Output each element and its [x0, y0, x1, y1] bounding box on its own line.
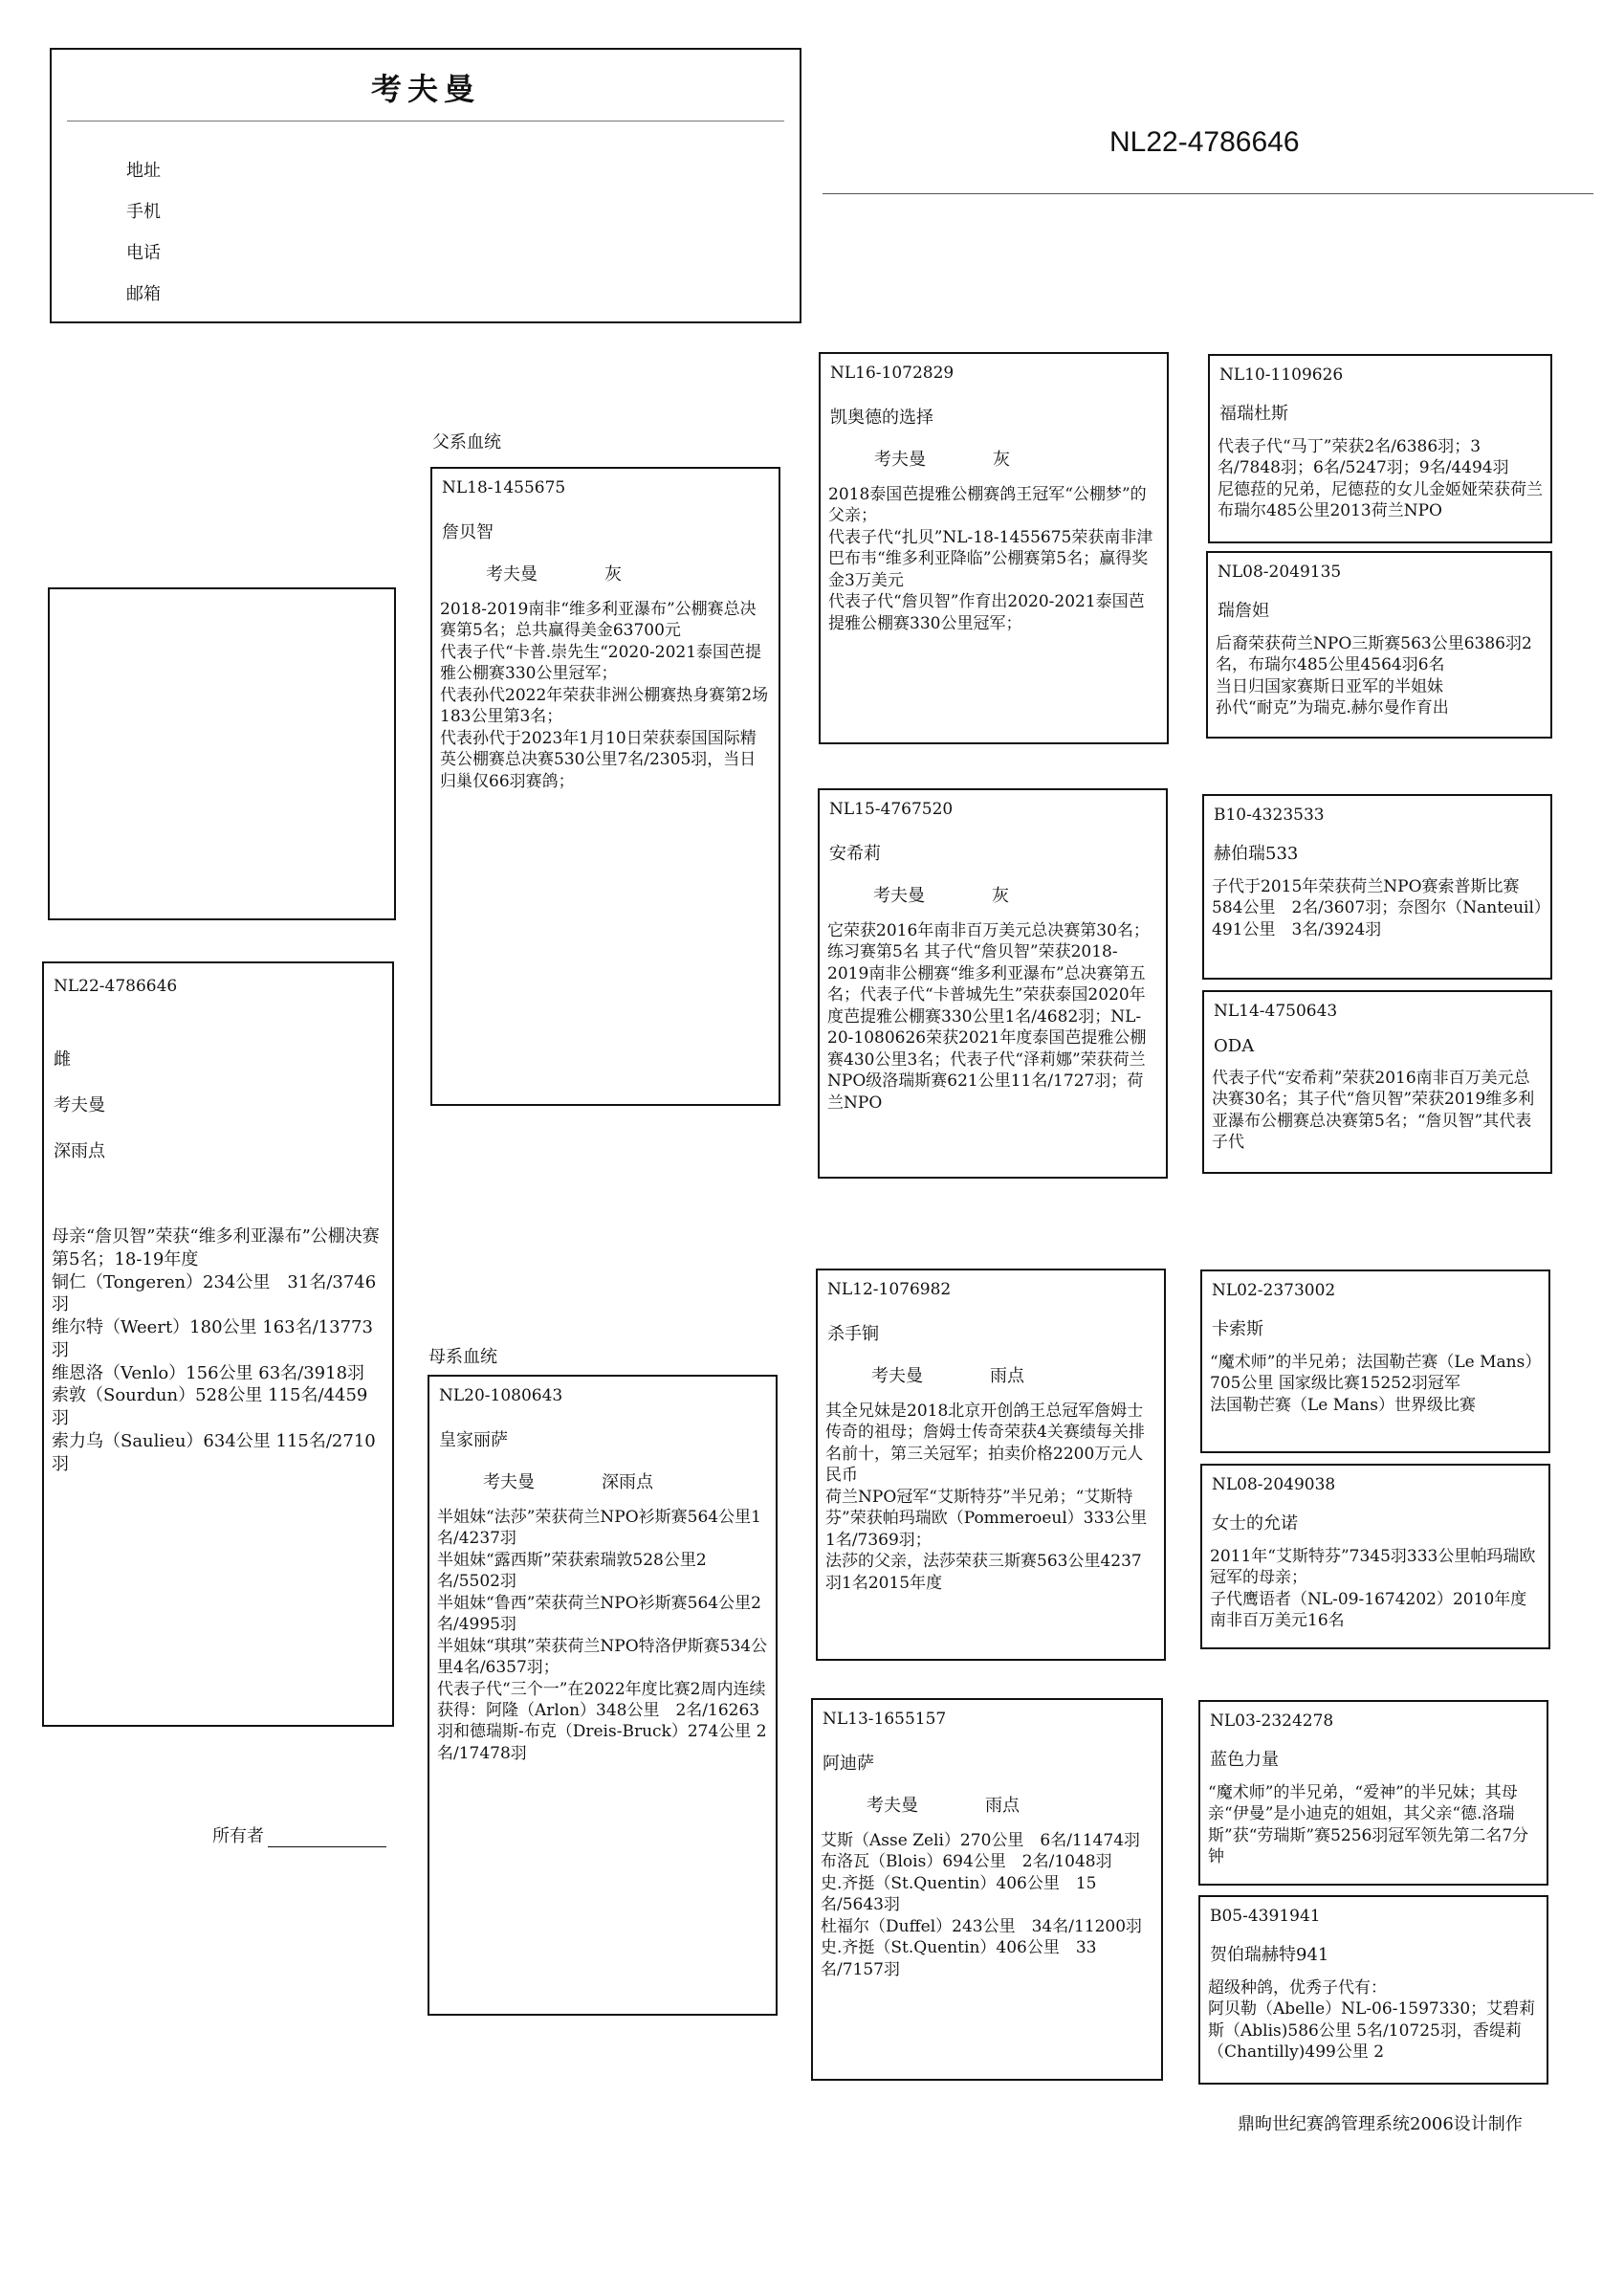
gg4-ring: NL14-4750643: [1214, 1002, 1338, 1021]
dam-sire-breeder: 考夫曼: [871, 1366, 923, 1386]
subject-ring: NL22-4786646: [54, 977, 178, 996]
dam-dam-ring: NL13-1655157: [823, 1710, 947, 1729]
gg3-card: [1202, 794, 1552, 980]
sire-name: 詹贝智: [442, 522, 494, 542]
subject-color: 深雨点: [54, 1141, 105, 1161]
gg2-ring: NL08-2049135: [1218, 563, 1342, 582]
subject-sex: 雌: [54, 1049, 71, 1070]
gg8-card: [1198, 1895, 1548, 2085]
sire-card: [430, 467, 780, 1106]
gg2-card: [1206, 551, 1552, 739]
gg8-ring: B05-4391941: [1210, 1907, 1321, 1926]
subject-breeder: 考夫曼: [54, 1095, 105, 1115]
dam-dam-notes: 艾斯（Asse Zeli）270公里 6名/11474羽 布洛瓦（Blois）694公里 2名/1048羽 史.齐挺（St.Quentin）406公里 15名/5643羽 杜福尔（Duffel）243公里 34名/11200羽 史.齐挺（St.Quentin）406公里 33名/7157羽: [821, 1831, 1143, 1979]
sire-line-label: 父系血统: [432, 432, 501, 453]
phone-label: 电话: [126, 243, 161, 263]
gg6-ring: NL08-2049038: [1212, 1475, 1336, 1494]
gg1-name: 福瑞杜斯: [1219, 404, 1288, 424]
gg4-name: ODA: [1214, 1036, 1255, 1056]
gg2-notes: 后裔荣获荷兰NPO三斯赛563公里6386羽2名，布瑞尔485公里4564羽6名 当日归国家赛斯日亚军的半姐妹 孙代“耐克”为瑞克.赫尔曼作育出: [1216, 634, 1532, 718]
sire-ring: NL18-1455675: [442, 478, 566, 497]
sire-meta: [486, 561, 779, 585]
dam-meta: [483, 1468, 776, 1493]
sire-notes: 2018-2019南非“维多利亚瀑布”公棚赛总决赛第5名；总共赢得美金63700元 代表子代“卡普.崇先生“2020-2021泰国芭提雅公棚赛330公里冠军； 代表孙代2022年荣获非洲公棚赛热身赛第2场183公里第3名； 代表孙代于2023年1月10日荣获泰国国际精英公棚赛总决赛530公里7名/2305羽，当日归巢仅66羽赛鸽；: [440, 600, 769, 791]
gg1-card: [1208, 354, 1552, 543]
sire-dam-card: [818, 788, 1168, 1179]
gg1-notes: 代表子代“马丁”荣获2名/6386羽；3名/7848羽；6名/5247羽；9名/4494羽 尼德菈的兄弟，尼德菈的女儿金姬娅荣获荷兰布瑞尔485公里2013荷兰NPO: [1218, 437, 1543, 521]
dam-line-label: 母系血统: [428, 1347, 497, 1367]
gg8-name: 贺伯瑞赫特941: [1210, 1945, 1329, 1965]
sire-dam-name: 安希莉: [829, 844, 881, 864]
header-box: [50, 48, 801, 323]
dam-dam-breeder: 考夫曼: [867, 1796, 918, 1816]
sire-sire-color: 灰: [993, 450, 1010, 470]
sire-sire-name: 凯奥德的选择: [830, 408, 933, 428]
owner-signature-blank: [268, 1826, 386, 1847]
sire-dam-meta: [873, 882, 1166, 907]
gg3-name: 赫伯瑞533: [1214, 844, 1299, 864]
sire-sire-ring: NL16-1072829: [830, 364, 955, 383]
gg1-ring: NL10-1109626: [1219, 365, 1344, 385]
sire-color: 灰: [604, 564, 622, 585]
sire-sire-breeder: 考夫曼: [874, 450, 926, 470]
sire-dam-color: 灰: [992, 886, 1009, 906]
dam-dam-meta: [867, 1792, 1161, 1817]
sire-sire-meta: [874, 446, 1167, 471]
owner-label: 所有者: [212, 1826, 264, 1846]
gg6-notes: 2011年“艾斯特芬”7345羽333公里帕玛瑞欧冠军的母亲； 子代鹰语者（NL-09-1674202）2010年度南非百万美元16名: [1210, 1547, 1536, 1631]
sire-dam-notes: 它荣获2016年南非百万美元总决赛第30名；练习赛第5名 其子代“詹贝智”荣获2018-2019南非公棚赛“维多利亚瀑布”总决赛第五名；代表子代“卡普城先生”荣获泰国2020年度芭提雅公棚赛330公里1名/4682羽；NL-20-1080626荣获2021年度泰国芭提雅公棚赛430公里3名；代表子代“泽莉娜”荣获荷兰NPO级洛瑞斯赛621公里11名/1727羽；荷兰NPO: [827, 921, 1150, 1113]
email-label: 邮箱: [126, 284, 161, 304]
gg2-name: 瑞詹妲: [1218, 601, 1269, 621]
subject-card: [42, 961, 394, 1727]
dam-ring: NL20-1080643: [439, 1386, 563, 1405]
sire-dam-ring: NL15-4767520: [829, 800, 954, 819]
owner-line: [212, 1822, 386, 1847]
gg6-card: [1200, 1464, 1550, 1649]
gg3-ring: B10-4323533: [1214, 806, 1325, 825]
gg7-ring: NL03-2324278: [1210, 1711, 1334, 1731]
dam-sire-color: 雨点: [990, 1366, 1024, 1386]
sire-sire-notes: 2018泰国芭提雅公棚赛鸽王冠军“公棚梦”的父亲； 代表子代“扎贝”NL-18-1455675荣获南非津巴布韦“维多利亚降临”公棚赛第5名；赢得奖金3万美元 代表子代“詹贝智”作育出2020-2021泰国芭提雅公棚赛330公里冠军；: [828, 485, 1153, 633]
dam-dam-card: [811, 1698, 1163, 2081]
gg8-notes: 超级种鸽，优秀子代有： 阿贝勒（Abelle）NL-06-1597330；艾碧莉斯（Ablis)586公里 5名/10725羽，香缇莉（Chantilly)499公里 2: [1208, 1978, 1536, 2063]
dam-breeder: 考夫曼: [483, 1472, 535, 1492]
photo-box: [48, 587, 396, 920]
dam-sire-name: 杀手锏: [827, 1324, 879, 1344]
gg7-name: 蓝色力量: [1210, 1750, 1279, 1770]
dam-notes: 半姐妹“法莎”荣获荷兰NPO衫斯赛564公里1名/4237羽 半姐妹“露西斯”荣获索瑞敦528公里2名/5502羽 半姐妹“鲁西”荣获荷兰NPO衫斯赛564公里2名/4995羽 半姐妹“琪琪”荣获荷兰NPO特洛伊斯赛534公里4名/6357羽； 代表子代“三个一”在2022年度比赛2周内连续获得：阿隆（Arlon）348公里 2名/16263羽和德瑞斯-布克（Dreis-Bruck）274公里 2名/17478羽: [437, 1508, 768, 1763]
gg5-card: [1200, 1269, 1550, 1453]
dam-sire-ring: NL12-1076982: [827, 1280, 952, 1299]
mobile-label: 手机: [126, 202, 161, 222]
sire-breeder: 考夫曼: [486, 564, 538, 585]
owner-name: 考夫曼: [370, 71, 480, 107]
sire-dam-breeder: 考夫曼: [873, 886, 925, 906]
gg6-name: 女士的允诺: [1212, 1513, 1298, 1534]
main-ring-rule: [823, 193, 1593, 194]
dam-sire-notes: 其全兄妹是2018北京开创鸽王总冠军詹姆士传奇的祖母；詹姆士传奇荣获4关赛绩每关排名前十，第三关冠军；拍卖价格2200万元人民币 荷兰NPO冠军“艾斯特芬”半兄弟；“艾斯特芬”荣获帕玛瑞欧（Pommeroeul）333公里 1名/7369羽； 法莎的父亲，法莎荣获三斯赛563公里4237羽1名2015年度: [825, 1402, 1148, 1593]
dam-sire-meta: [871, 1362, 1164, 1387]
gg5-name: 卡索斯: [1212, 1319, 1263, 1339]
gg7-notes: “魔术师”的半兄弟，“爱神”的半兄妹；其母亲“伊曼”是小迪克的姐姐，其父亲“德.洛瑞斯”获“劳瑞斯”赛5256羽冠军领先第二名7分钟: [1208, 1783, 1529, 1867]
dam-card: [428, 1375, 778, 2016]
dam-name: 皇家丽萨: [439, 1430, 508, 1450]
address-label: 地址: [126, 161, 161, 181]
main-ring-number: NL22-4786646: [1109, 126, 1300, 158]
dam-color: 深雨点: [602, 1472, 653, 1492]
dam-dam-color: 雨点: [985, 1796, 1020, 1816]
sire-sire-card: [819, 352, 1169, 744]
dam-sire-card: [816, 1269, 1166, 1661]
gg4-card: [1202, 990, 1552, 1174]
gg5-ring: NL02-2373002: [1212, 1281, 1336, 1300]
subject-notes: 母亲“詹贝智”荣获“维多利亚瀑布”公棚决赛第5名；18-19年度 铜仁（Tongeren）234公里 31名/3746羽 维尔特（Weert）180公里 163名/13773羽 维恩洛（Venlo）156公里 63名/3918羽 索敦（Sourdun）528公里 115名/4459羽 索力乌（Saulieu）634公里 115名/2710羽: [52, 1226, 380, 1474]
dam-dam-name: 阿迪萨: [823, 1754, 874, 1774]
gg5-notes: “魔术师”的半兄弟；法国勒芒赛（Le Mans）705公里 国家级比赛15252羽冠军 法国勒芒赛（Le Mans）世界级比赛: [1210, 1353, 1533, 1415]
gg4-notes: 代表子代“安希莉”荣获2016南非百万美元总决赛30名；其子代“詹贝智”荣获2019维多利亚瀑布公棚赛总决赛第5名；“詹贝智”其代表子代: [1212, 1069, 1535, 1153]
gg3-notes: 子代于2015年荣获荷兰NPO赛索普斯比赛584公里 2名/3607羽；奈图尔（Nanteuil）491公里 3名/3924羽: [1212, 877, 1543, 939]
gg7-card: [1198, 1700, 1548, 1886]
footer-credit: 鼎昫世纪赛鸽管理系统2006设计制作: [1238, 2114, 1523, 2134]
